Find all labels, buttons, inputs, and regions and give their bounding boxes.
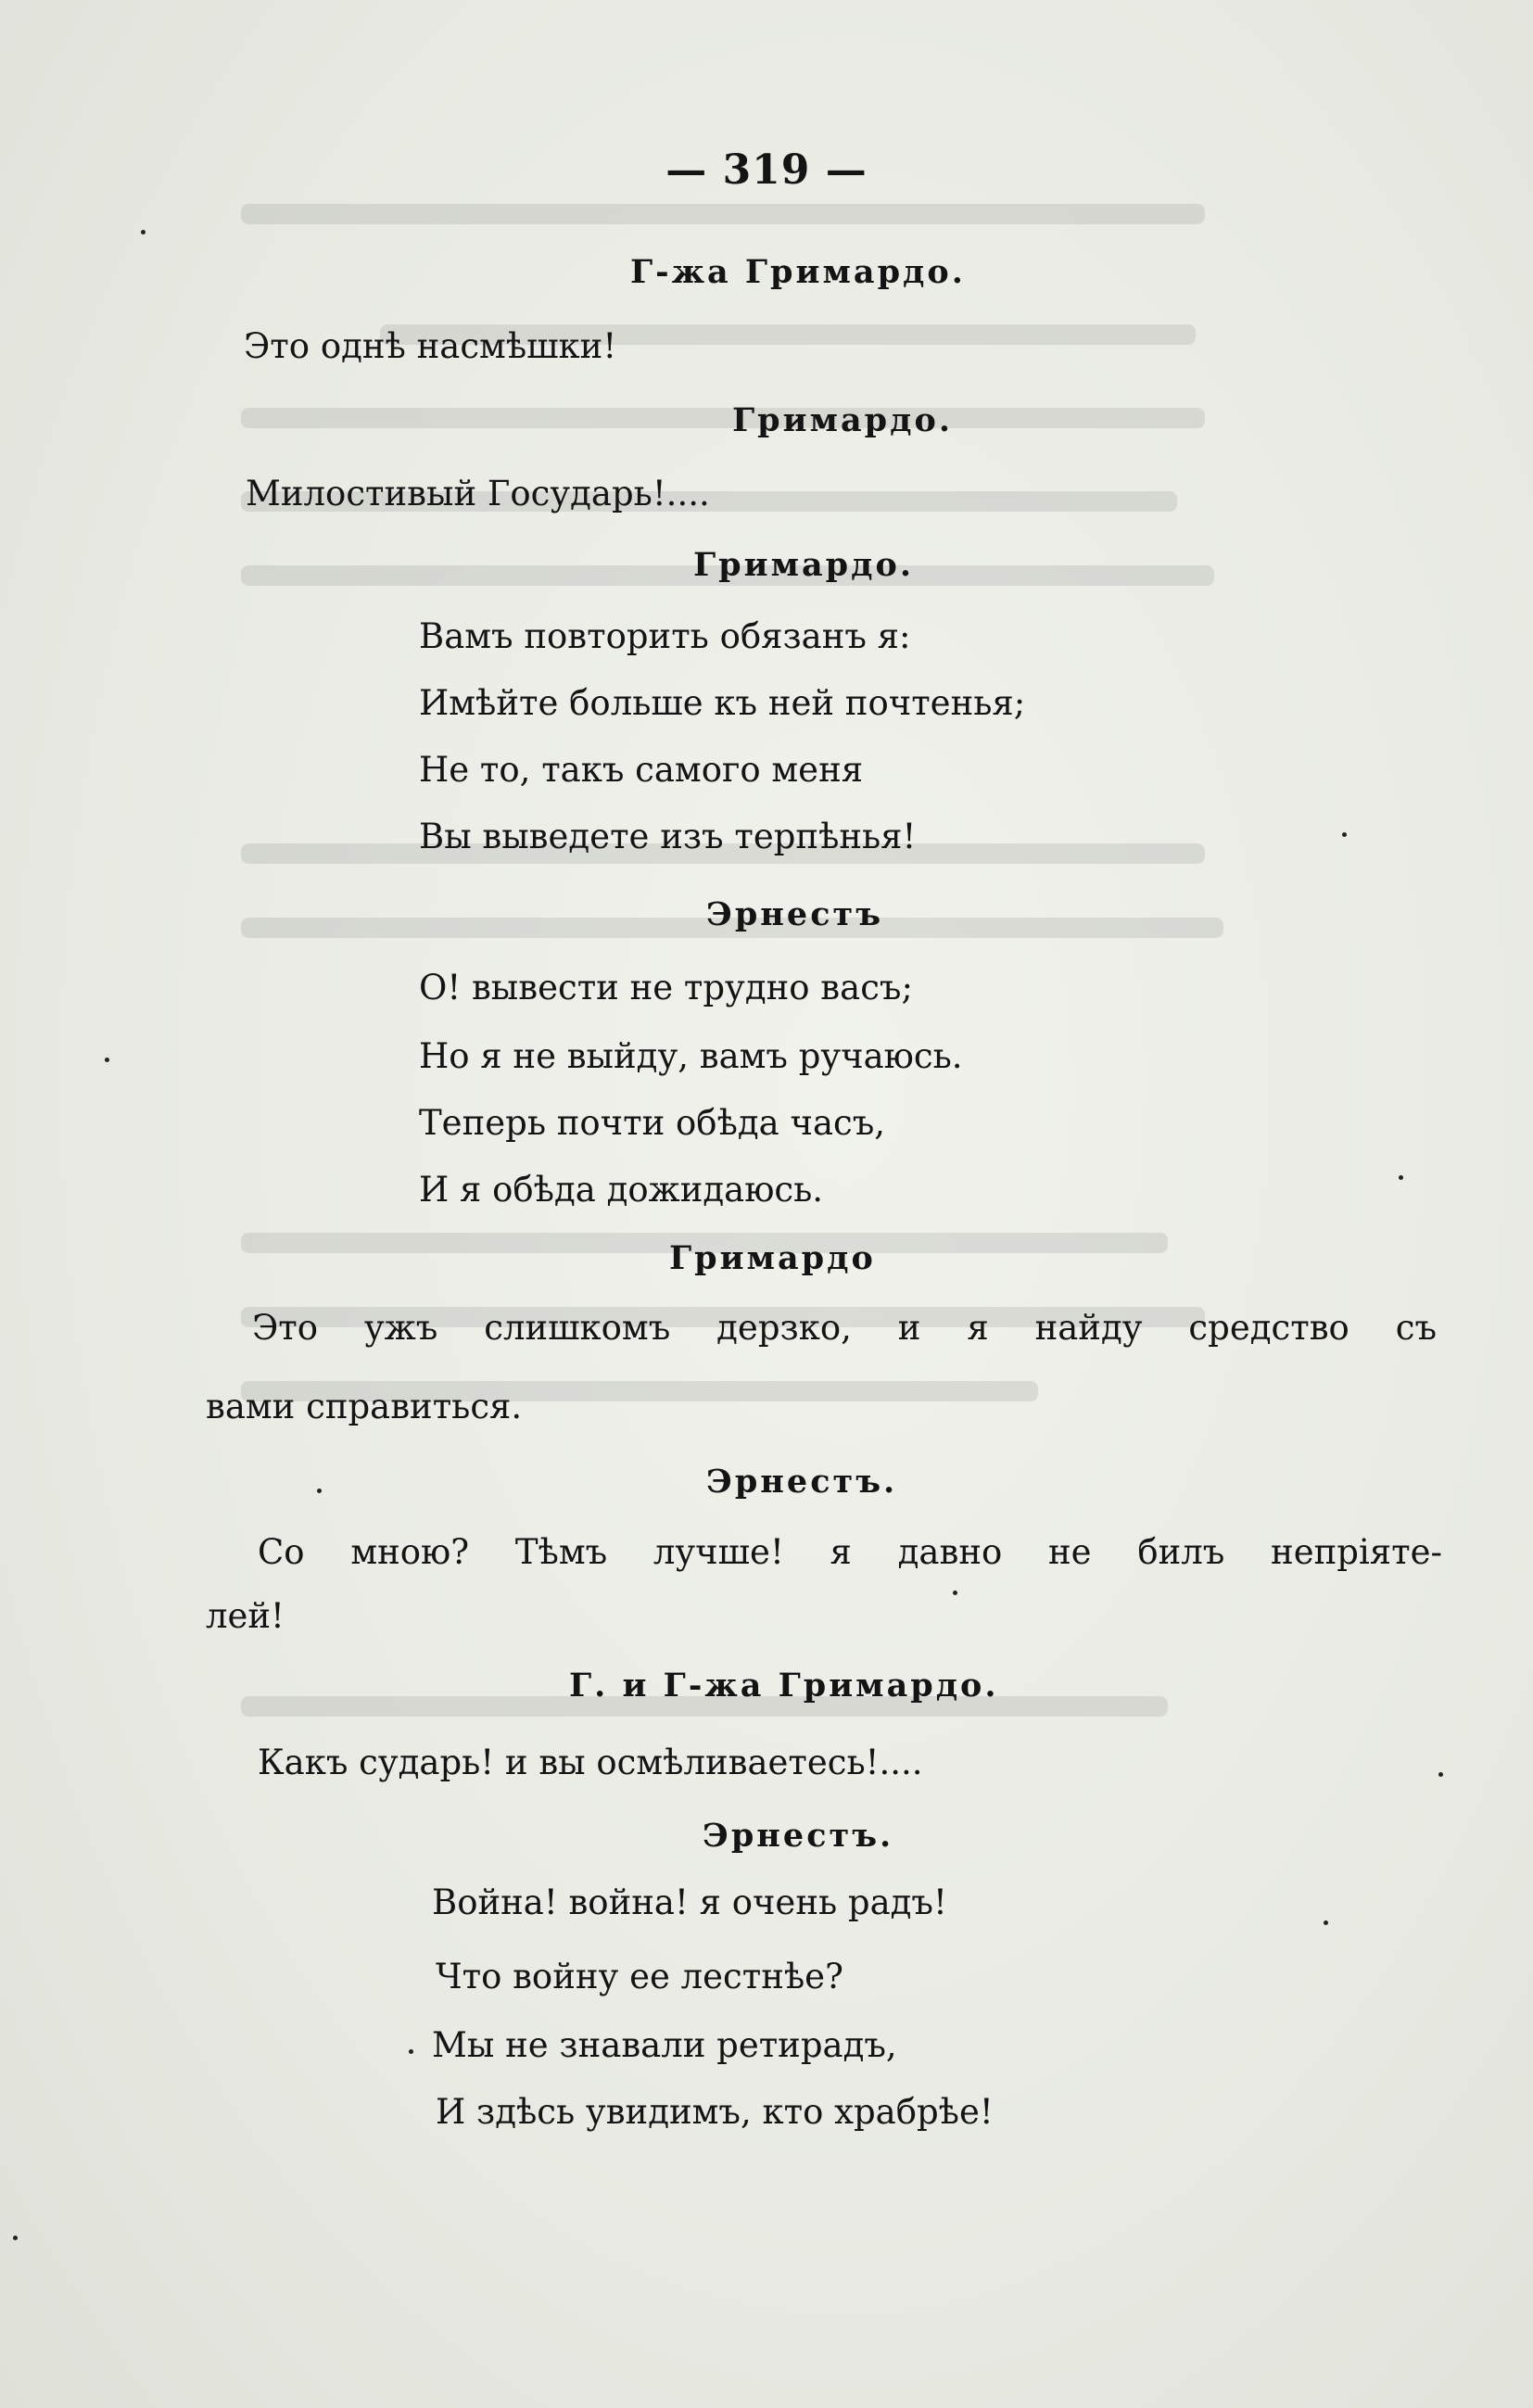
prose-line: Со мною? Тѣмъ лучше! я давно не билъ непріяте- [258, 1532, 1442, 1572]
verse-line: О! вывести не трудно васъ; [419, 968, 913, 1008]
speck [953, 1591, 957, 1595]
prose-line: лей! [206, 1596, 285, 1636]
speck [105, 1058, 109, 1062]
verse-line: Вы выведете изъ терпѣнья! [419, 817, 917, 856]
verse-line: Война! война! я очень радъ! [432, 1882, 947, 1922]
speaker-name: Эрнестъ [706, 895, 884, 933]
speck [1342, 832, 1347, 837]
speck [1399, 1175, 1403, 1180]
verse-line: Не то, такъ самого меня [419, 750, 864, 790]
prose-line: Какъ сударь! и вы осмѣливаетесь!.... [258, 1743, 923, 1782]
speaker-name: Гримардо [669, 1239, 876, 1277]
speck [13, 2236, 18, 2240]
page-number: — 319 — [665, 146, 868, 194]
verse-line: И здѣсь увидимъ, кто храбрѣе! [436, 2092, 994, 2132]
speaker-name: Гримардо. [693, 546, 915, 584]
speaker-name: Г. и Г-жа Гримардо. [569, 1667, 999, 1705]
verse-line: Мы не знавали ретирадъ, [432, 2025, 897, 2065]
verse-line: Вамъ повторить обязанъ я: [419, 616, 911, 656]
speck [317, 1489, 322, 1493]
speaker-name: Г-жа Гримардо. [630, 253, 966, 291]
verse-line: Что войну ее лестнѣе? [436, 1957, 843, 1996]
speck [1438, 1772, 1443, 1777]
verse-line: Теперь почти обѣда часъ, [419, 1103, 886, 1143]
dialogue-line: Милостивый Государь!.... [246, 474, 710, 513]
prose-line: вами справиться. [206, 1387, 523, 1426]
prose-line: Это ужъ слишкомъ дерзко, и я найду средство съ [252, 1308, 1437, 1348]
verse-line: Но я не выйду, вамъ ручаюсь. [419, 1036, 963, 1076]
speck [409, 2049, 413, 2054]
speaker-name: Эрнестъ. [706, 1463, 898, 1501]
verse-line: И я обѣда дожидаюсь. [419, 1170, 824, 1210]
speaker-name: Гримардо. [732, 401, 954, 439]
verse-line: Имѣйте больше къ ней почтенья; [419, 683, 1026, 723]
dialogue-line: Это однѣ насмѣшки! [244, 326, 617, 366]
speck [1324, 1920, 1328, 1925]
speaker-name: Эрнестъ. [703, 1817, 894, 1855]
speck [141, 230, 146, 234]
